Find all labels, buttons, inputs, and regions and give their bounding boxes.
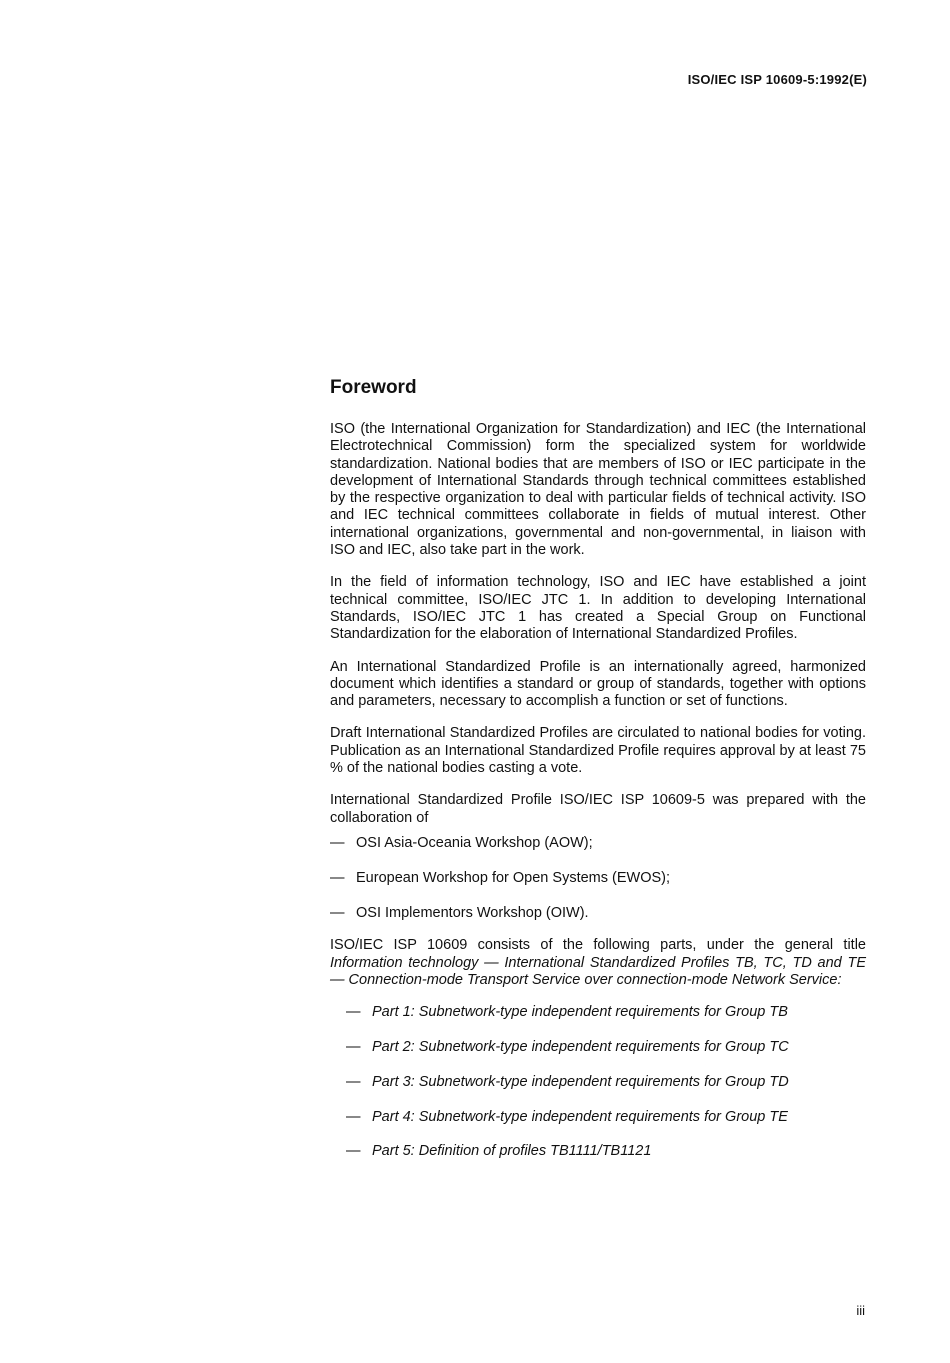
section-title: Foreword xyxy=(330,377,417,398)
general-title: Information technology — International Standardized Profiles TB, TC, TD and TE — Connection-mode Transport Service over connection-mode Network Service: xyxy=(330,954,866,988)
paragraph-jtc1: In the field of information technology, ISO and IEC have established a joint technical committee, ISO/IEC JTC 1. In addition to developing International Standards, ISO/IEC JTC 1 has created a Special Group on Functional Standardization for the elaboration of International Standardized Profiles. xyxy=(330,574,866,643)
dash-bullet: — xyxy=(346,1143,361,1160)
list-item xyxy=(346,1074,866,1091)
workshop-oiw: OSI Implementors Workshop (OIW). xyxy=(356,904,589,921)
paragraph-iso-iec: ISO (the International Organization for Standardization) and IEC (the International Electrotechnical Commission) form the specialized system for worldwide standardization. National bodies that are members of ISO or IEC participate in the development of International Standards through technical committees established by the respective organization to deal with particular fields of technical activity. ISO and IEC technical committees collaborate in fields of mutual interest. Other international organizations, governmental and non-governmental, in liaison with ISO and IEC, also take part in the work. xyxy=(330,421,866,559)
list-item xyxy=(346,1109,866,1126)
list-item xyxy=(346,1039,866,1056)
paragraph-voting: Draft International Standardized Profiles are circulated to national bodies for voting. Publication as an International Standardized Profile requires approval by at least 75 % of the national bodies casting a vote. xyxy=(330,725,866,777)
part-4: Part 4: Subnetwork-type independent requirements for Group TE xyxy=(372,1108,788,1125)
dash-bullet: — xyxy=(330,834,345,851)
paragraph-parts xyxy=(330,937,866,989)
workshop-list xyxy=(330,835,866,922)
dash-bullet: — xyxy=(346,1073,361,1090)
part-5: Part 5: Definition of profiles TB1111/TB1121 xyxy=(372,1143,652,1160)
part-3: Part 3: Subnetwork-type independent requirements for Group TD xyxy=(372,1073,789,1090)
dash-bullet: — xyxy=(346,1108,361,1125)
foreword-section xyxy=(330,377,866,1178)
list-item xyxy=(330,905,866,922)
dash-bullet: — xyxy=(346,1039,361,1056)
dash-bullet: — xyxy=(330,869,345,886)
list-item xyxy=(330,870,866,887)
document-header: ISO/IEC ISP 10609-5:1992(E) xyxy=(687,72,867,87)
list-item xyxy=(346,1004,866,1021)
parts-list xyxy=(346,1004,866,1160)
list-item xyxy=(346,1143,866,1160)
dash-bullet: — xyxy=(346,1004,361,1021)
paragraph-isp-definition: An International Standardized Profile is an internationally agreed, harmonized document which identifies a standard or group of standards, together with options and parameters, necessary to accomplish a function or set of functions. xyxy=(330,658,866,710)
workshop-ewos: European Workshop for Open Systems (EWOS); xyxy=(356,869,671,886)
list-item xyxy=(330,835,866,852)
dash-bullet: — xyxy=(330,904,345,921)
part-1: Part 1: Subnetwork-type independent requirements for Group TB xyxy=(372,1004,788,1021)
part-2: Part 2: Subnetwork-type independent requirements for Group TC xyxy=(372,1039,789,1056)
workshop-aow: OSI Asia-Oceania Workshop (AOW); xyxy=(356,834,593,851)
page-number: iii xyxy=(856,1303,865,1318)
parts-intro: ISO/IEC ISP 10609 consists of the following parts, under the general title xyxy=(330,937,866,954)
paragraph-collaboration: International Standardized Profile ISO/IEC ISP 10609-5 was prepared with the collaboration of xyxy=(330,792,866,826)
